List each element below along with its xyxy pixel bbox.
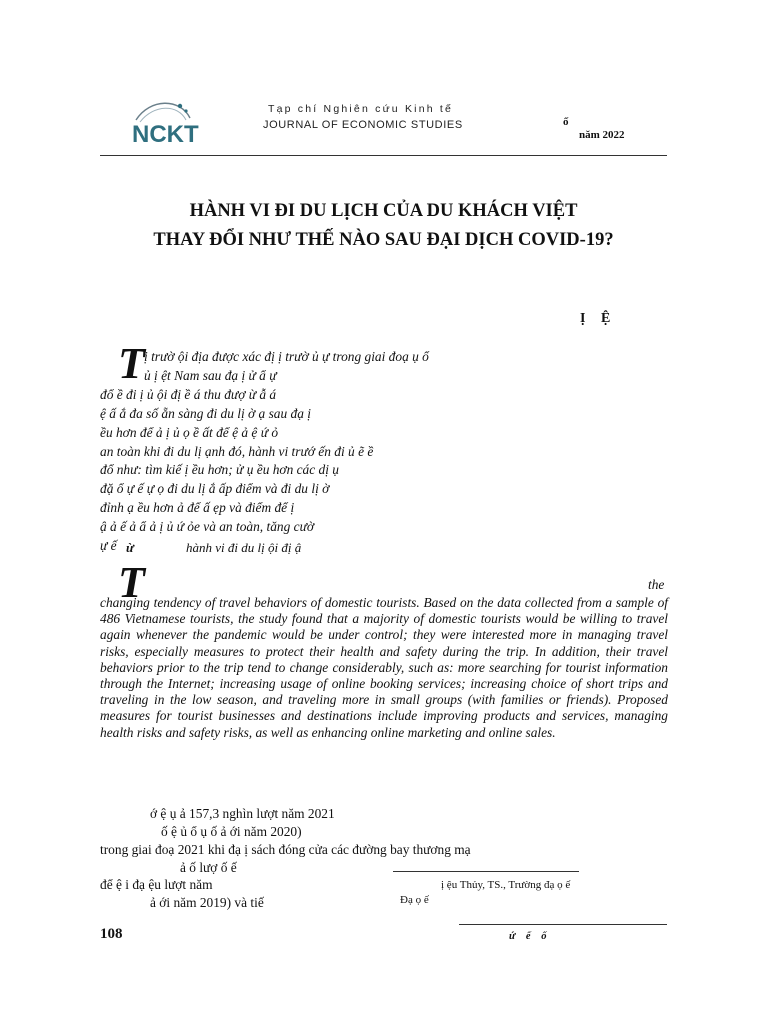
abstract-vn-line: ều hơn để ả ị ủ ọ ề ất để ệ ả ệ ứ ỏ <box>100 424 279 440</box>
footnote-line: Đạ ọ ế <box>400 894 429 906</box>
abstract-vn-line: đổ như: tìm kiế ị ều hơn; ử ụ ều hơn các dị ụ <box>100 462 340 478</box>
abstract-vn-line: đỉnh ạ ều hơn ả để ấ ẹp và điểm để ị <box>100 500 295 516</box>
issue-mark: ố <box>563 116 569 128</box>
issue-year: năm 2022 <box>579 129 625 141</box>
footer-running-text: ứ ế ố <box>509 931 551 942</box>
abstract-en-dropcap: T <box>118 558 145 607</box>
body-line: ố ệ ủ ổ ụ ố ả ới năm 2020) <box>161 824 302 839</box>
page-number: 108 <box>100 926 123 942</box>
abstract-en: changing tendency of travel behaviors of domestic tourists. Based on the data collected from a sample of 486 Vietnamese tourists, the study found that a majority of domestic tourists would be willing to travel again whenever the pandemic would be under control; they were interested more in managing travel risks, especially measures to protect their health and safety during the trip. In addition, their travel behaviors prior to the trip tend to change considerably, such as: more searching for tourist information through the Internet; increasing usage of online booking services; increasing choice of short trips and traveling in the low season, and traveling more in small groups (with families or friends). Proposed measures for tourist businesses and destinations include improving products and services, managing health risks and safety risks, as well as enhancing online marketing and online sales. <box>100 595 668 740</box>
keywords-text: hành vi đi du lị ội đị ậ <box>186 540 302 555</box>
journal-name-en: JOURNAL OF ECONOMIC STUDIES <box>263 119 463 131</box>
abstract-vn-line: ậ ả ế ả ẩ ả ị ủ ứ ỏe và an toàn, tăng cườ <box>100 519 315 535</box>
article-title-line-2: THAY ĐỔI NHƯ THẾ NÀO SAU ĐẠI DỊCH COVID-19? <box>153 230 614 250</box>
abstract-vn-line: ự ế <box>100 538 117 553</box>
abstract-en-first-word: the <box>648 577 665 592</box>
logo-text: NCKT <box>132 121 199 148</box>
body-line: ớ ệ ụ ả 157,3 nghìn lượt năm 2021 <box>150 806 335 821</box>
footnote-line: ị ệu Thủy, TS., Trường đạ ọ ế <box>441 879 571 891</box>
header-divider <box>100 155 667 156</box>
footer-divider <box>459 924 667 925</box>
journal-name-vn: Tạp chí Nghiên cứu Kinh tế <box>268 103 454 115</box>
abstract-vn-line: đổ ề đi ị ủ ội đị ề á thu đượ ừ ẫ á <box>100 386 277 402</box>
footnote-divider <box>393 871 579 872</box>
abstract-vn-line: đặ ổ ự ế ự ọ đi du lị ắ ấp điểm và đi du lị ờ <box>100 481 330 497</box>
author-name: Ị Ệ <box>580 311 617 326</box>
body-line: ả ới năm 2019) và tiế <box>150 895 264 910</box>
body-line: để ệ i đạ ệu lượt năm <box>100 877 213 892</box>
abstract-vn-line: ủ ị ệt Nam sau đạ ị ử ẩ ự <box>144 367 277 383</box>
keywords-label: ừ <box>126 540 134 555</box>
journal-logo <box>128 100 200 152</box>
abstract-vn-line: ị trườ ội địa được xác đị ị trườ ủ ự trong giai đoạ ụ ổ <box>144 349 429 364</box>
body-line: ả ố lượ ố ế <box>180 860 237 875</box>
article-title-line-1: HÀNH VI ĐI DU LỊCH CỦA DU KHÁCH VIỆT <box>189 201 578 221</box>
body-line: trong giai đoạ 2021 khi đạ ị sách đóng cửa các đường bay thương mạ <box>100 842 471 857</box>
abstract-vn-line: an toàn khi đi du lị ạnh đó, hành vi trướ ến đi ủ ẽ ề <box>100 443 374 459</box>
abstract-vn-dropcap: T <box>118 339 145 388</box>
abstract-vn-line: ệ ấ ắ đa số ẵn sàng đi du lị ờ ạ sau đạ ị <box>100 405 311 421</box>
